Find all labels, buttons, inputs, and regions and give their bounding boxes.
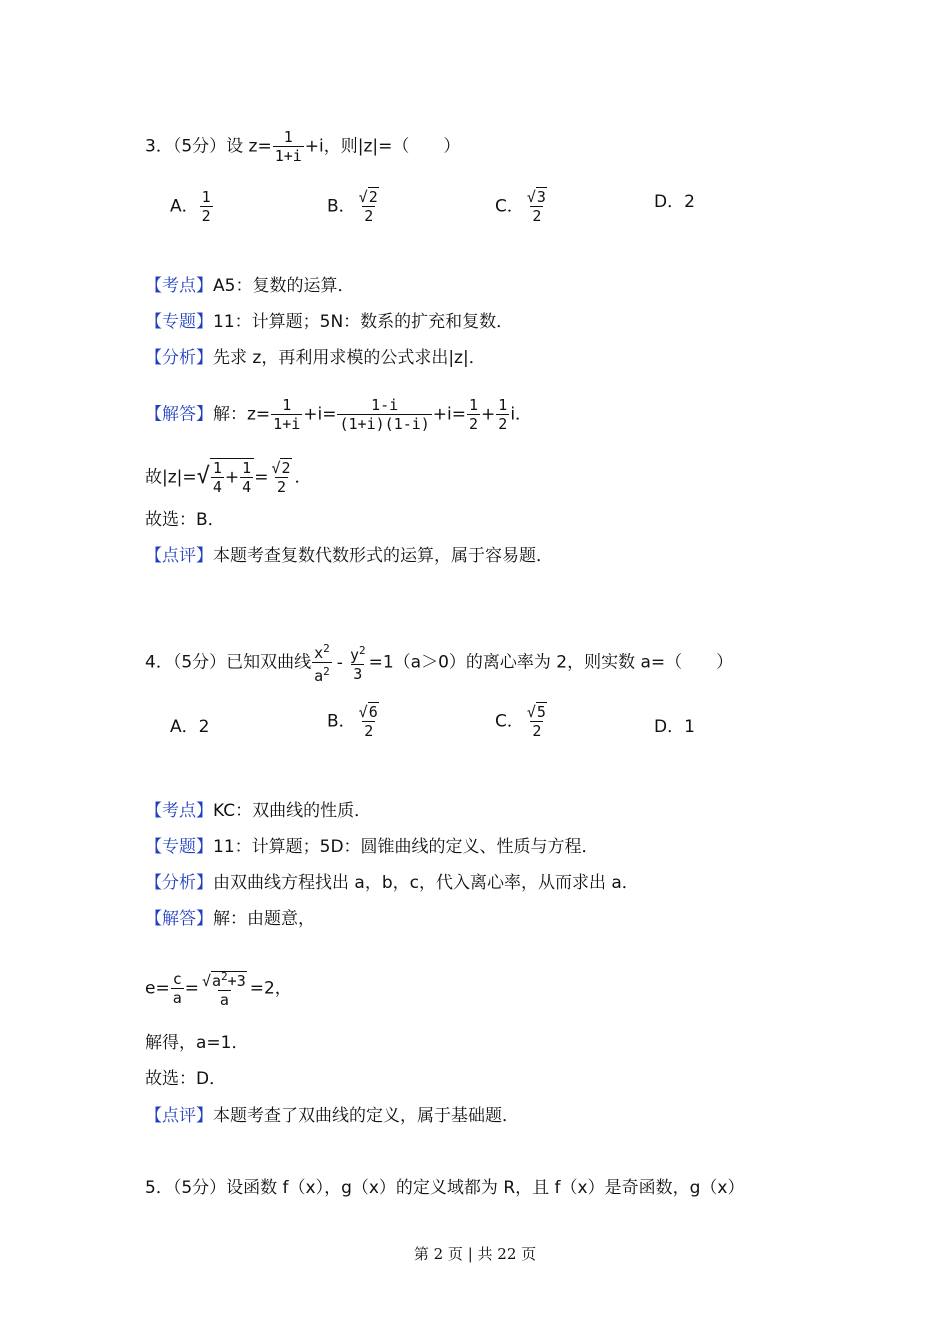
q4-dianping: 【点评】本题考查了双曲线的定义，属于基础题． [145,1106,519,1126]
q4-solve: 解得，a=1． [145,1033,249,1053]
q4-kaodian: 【考点】KC：双曲线的性质． [145,801,372,821]
q3-option-b: B． $\frac{√2}{2}$ [327,188,378,225]
q3-kaodian: 【考点】A5：复数的运算． [145,276,355,296]
q4-option-b: B． $\frac{√6}{2}$ [327,703,378,740]
q4-answer: 故选：D． [145,1069,227,1089]
q3-modulus: 故|z|=√ $\frac{1}{4}$ + $\frac{1}{4}$ = $\frac{√2}{2}$ ． [145,459,312,496]
q4-y-fraction: $\frac{y^2}{3}$ [349,644,366,683]
q4-option-a: A．2 [170,717,210,737]
q3-jieda: 【解答】解：z= $\frac{1}{1+i}$ +i= $\frac{1-i}{(1+i)(1-i)}$ +i= $\frac{1}{2}$ + $\frac{1}{2}$ i． [145,396,533,433]
q3-option-a: A． $\frac{1}{2}$ [170,188,211,225]
q4-x-fraction: $\frac{x^2}{a^2}$ [314,642,330,685]
q3-stem: 3．（5分）设 z= $\frac{1}{1+i}$ +i，则|z|=（ ） [145,128,461,165]
q4-option-d: D．1 [654,717,695,737]
q4-eccentricity: e= $\frac{c}{a}$ = $\frac{√a^2+3}{a}$ =2， [145,970,292,1009]
q3-zhuanti: 【专题】11：计算题；5N：数系的扩充和复数． [145,312,514,332]
q4-jieda: 【解答】解：由题意， [145,909,315,929]
q4-zhuanti: 【专题】11：计算题；5D：圆锥曲线的定义、性质与方程． [145,837,599,857]
q3-fenxi: 【分析】先求 z，再利用求模的公式求出|z|． [145,348,486,368]
page-footer: 第 2 页 | 共 22 页 [413,1245,537,1263]
q4-fenxi: 【分析】由双曲线方程找出 a，b，c，代入离心率，从而求出 a． [145,873,639,893]
q4-option-c: C． $\frac{√5}{2}$ [495,703,546,740]
q5-stem: 5．（5分）设函数 f（x），g（x）的定义域都为 R，且 f（x）是奇函数，g（x） [145,1178,745,1198]
q3-dianping: 【点评】本题考查复数代数形式的运算，属于容易题． [145,546,553,566]
q3-option-c: C． $\frac{√3}{2}$ [495,188,546,225]
q3-stem-fraction: $\frac{1}{1+i}$ [274,128,302,165]
q4-stem: 4．（5分）已知双曲线 $\frac{x^2}{a^2}$ - $\frac{y^2}{3}$ =1（a＞0）的离心率为 2，则实数 a=（ ） [145,642,734,685]
q3-answer: 故选：B． [145,510,225,530]
q3-option-d: D．2 [654,192,695,212]
